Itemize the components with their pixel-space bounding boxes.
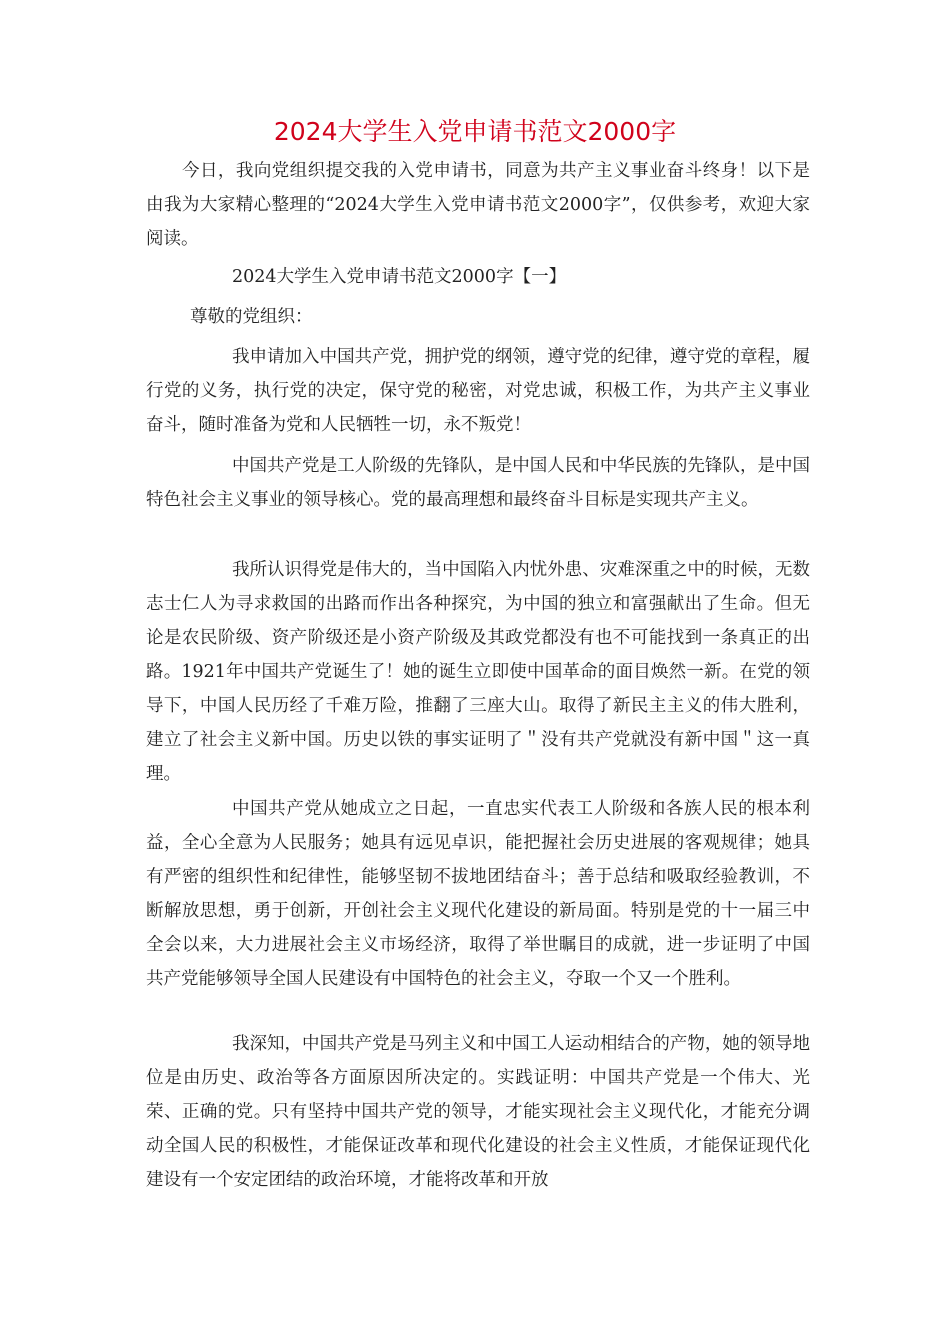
salutation: 尊敬的党组织： <box>190 307 313 327</box>
body-paragraph: 中国共产党从她成立之日起，一直忠实代表工人阶级和各族人民的根本利益，全心全意为人民服务；她具有远见卓识，能把握社会历史进展的客观规律；她具有严密的组织性和纪律性，能够坚韧不拔地团结奋斗；善于总结和吸取经验教训，不断解放思想，勇于创新，开创社会主义现代化建设的新局面。特别是党的十一届三中全会以来，大力进展社会主义市场经济，取得了举世瞩目的成就，进一步证明了中国共产党能够领导全国人民建设有中国特色的社会主义，夺取一个又一个胜利。 <box>146 799 810 989</box>
body-paragraph: 我深知，中国共产党是马列主义和中国工人运动相结合的产物，她的领导地位是由历史、政治等各方面原因所决定的。实践证明：中国共产党是一个伟大、光荣、正确的党。只有坚持中国共产党的领导，才能实现社会主义现代化，才能充分调动全国人民的积极性，才能保证改革和现代化建设的社会主义性质，才能保证现代化建设有一个安定团结的政治环境，才能将改革和开放 <box>146 1034 810 1190</box>
body-paragraph: 中国共产党是工人阶级的先锋队，是中国人民和中华民族的先锋队，是中国特色社会主义事业的领导核心。党的最高理想和最终奋斗目标是实现共产主义。 <box>146 456 810 510</box>
body-paragraph: 我所认识得党是伟大的，当中国陷入内忧外患、灾难深重之中的时候，无数志士仁人为寻求救国的出路而作出各种探究，为中国的独立和富强献出了生命。但无论是农民阶级、资产阶级还是小资产阶级及其政党都没有也不可能找到一条真正的出路。1921年中国共产党诞生了！她的诞生立即使中国革命的面目焕然一新。在党的领导下，中国人民历经了千难万险，推翻了三座大山。取得了新民主主义的伟大胜利，建立了社会主义新中国。历史以铁的事实证明了＂没有共产党就没有新中国＂这一真理。 <box>146 560 810 784</box>
document-title: 2024大学生入党申请书范文2000字 <box>273 117 677 146</box>
body-paragraph: 我申请加入中国共产党，拥护党的纲领，遵守党的纪律，遵守党的章程，履行党的义务，执行党的决定，保守党的秘密，对党忠诚，积极工作，为共产主义事业奋斗，随时准备为党和人民牺牲一切，永不叛党！ <box>146 347 810 435</box>
section-heading: 2024大学生入党申请书范文2000字【一】 <box>232 267 567 287</box>
intro-paragraph: 今日，我向党组织提交我的入党申请书，同意为共产主义事业奋斗终身！以下是由我为大家精心整理的“2024大学生入党申请书范文2000字”，仅供参考，欢迎大家阅读。 <box>146 161 810 249</box>
